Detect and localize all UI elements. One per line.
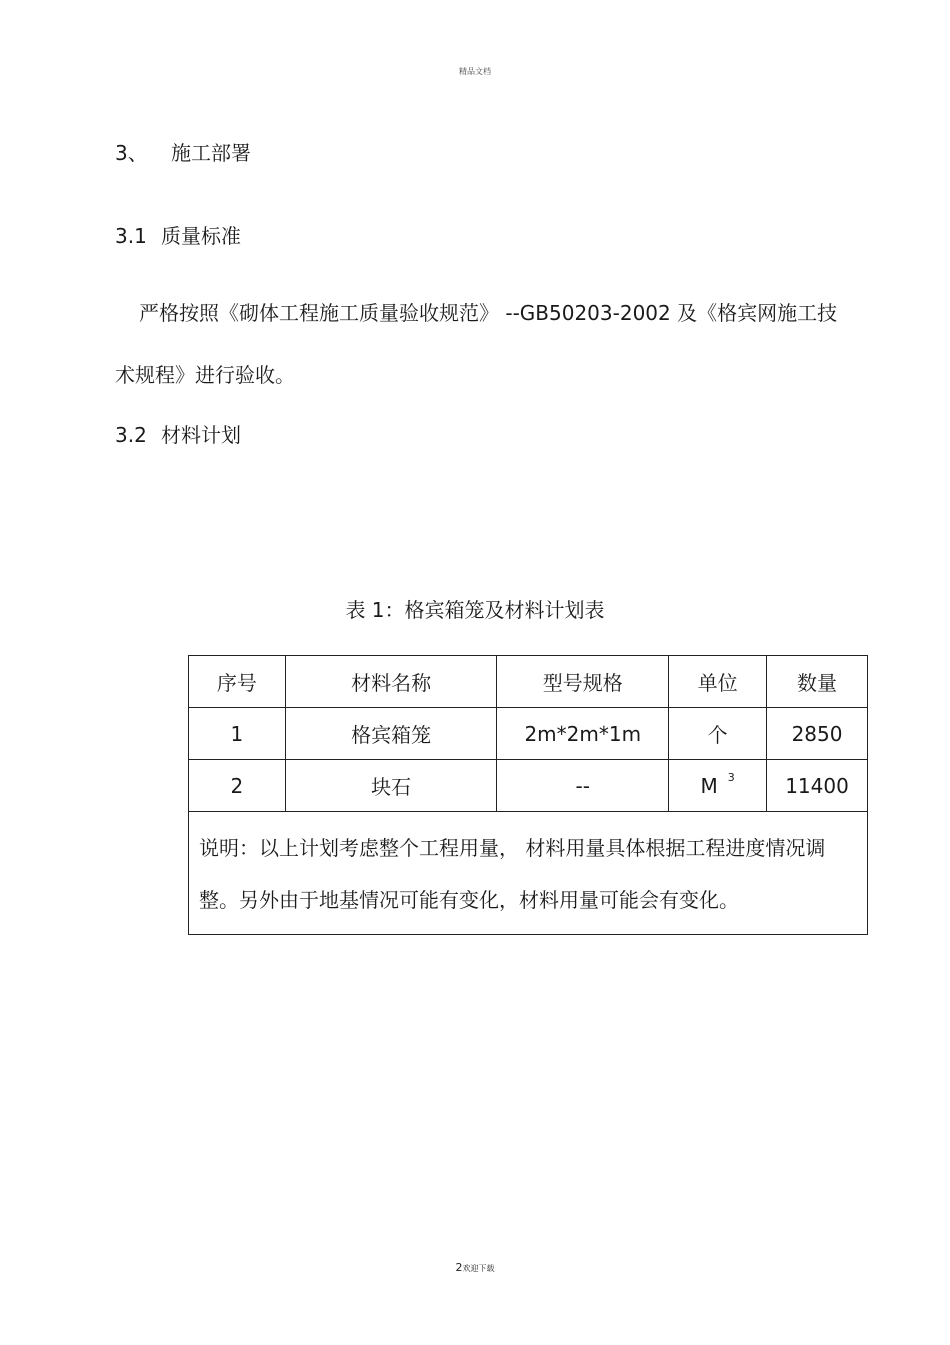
header-cell-unit: 单位 <box>669 656 767 708</box>
section-3-title: 施工部署 <box>171 141 251 165</box>
unit-superscript: 3 <box>727 770 735 784</box>
cell-spec: 2m*2m*1m <box>497 708 669 760</box>
table-row <box>189 708 868 760</box>
cell-quantity: 2850 <box>767 708 868 760</box>
table-caption: 表 1：格宾箱笼及材料计划表 <box>345 598 605 622</box>
section-3-2-heading <box>115 419 241 448</box>
cell-index: 2 <box>189 760 286 812</box>
paragraph-text: 严格按照《砌体工程施工质量验收规范》 --GB50203-2002 及《格宾网施工技术规程》进行验收。 <box>115 301 838 387</box>
section-3-2-number: 3.2 <box>115 423 147 447</box>
table-note-row <box>189 812 868 935</box>
unit-symbol: M <box>700 773 718 798</box>
cell-name: 格宾箱笼 <box>285 708 497 760</box>
page-number: 2 <box>455 1261 463 1274</box>
header-cell-name: 材料名称 <box>285 656 497 708</box>
cell-name: 块石 <box>285 760 497 812</box>
cell-unit <box>669 760 767 812</box>
table-note: 说明：以上计划考虑整个工程用量， 材料用量具体根据工程进度情况调整。另外由于地基情况可能有变化，材料用量可能会有变化。 <box>189 812 868 935</box>
page-footer <box>0 1261 950 1274</box>
quality-standard-paragraph <box>115 282 855 406</box>
material-plan-table <box>188 655 868 935</box>
section-3-heading <box>115 137 251 166</box>
cell-unit: 个 <box>669 708 767 760</box>
section-3-number: 3、 <box>115 141 148 165</box>
header-cell-spec: 型号规格 <box>497 656 669 708</box>
cell-quantity: 11400 <box>767 760 868 812</box>
table-header-row <box>189 656 868 708</box>
cell-spec: -- <box>497 760 669 812</box>
footer-text: 欢迎下载 <box>462 1264 495 1273</box>
page-header-note: 精品文档 <box>459 67 491 76</box>
table-row <box>189 760 868 812</box>
cell-index: 1 <box>189 708 286 760</box>
header-cell-quantity: 数量 <box>767 656 868 708</box>
header-cell-index: 序号 <box>189 656 286 708</box>
section-3-1-number: 3.1 <box>115 224 147 248</box>
section-3-2-title: 材料计划 <box>161 423 241 447</box>
section-3-1-title: 质量标准 <box>161 224 241 248</box>
section-3-1-heading <box>115 220 241 249</box>
